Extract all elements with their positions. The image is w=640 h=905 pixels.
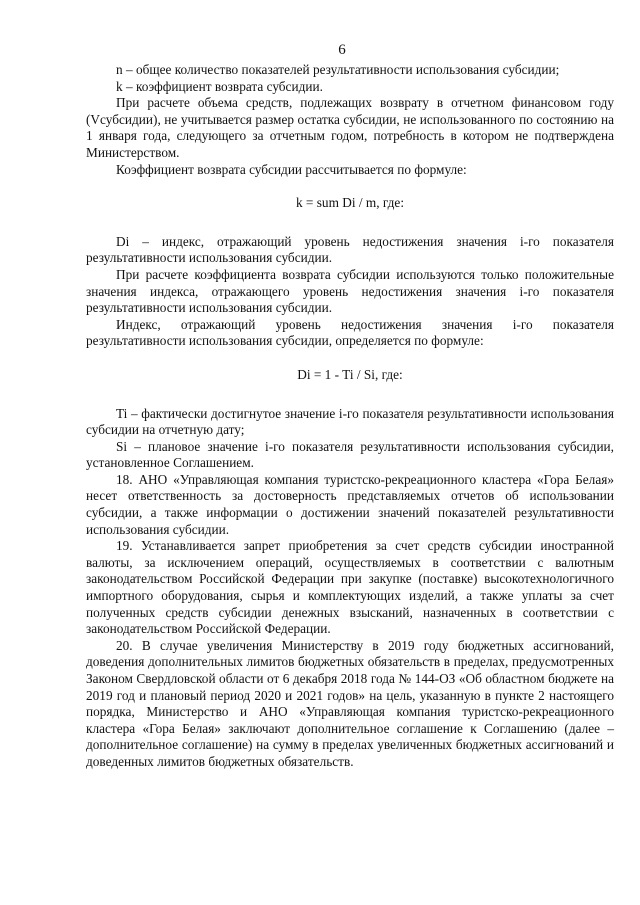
document-body [86, 62, 614, 771]
paragraph-si-definition: Si – плановое значение i-го показателя результативности использования субсидии, установленное Соглашением. [86, 438, 614, 471]
formula-di: Di = 1 - Ti / Si, где: [297, 366, 403, 382]
paragraph-ti-definition: Ti – фактически достигнутое значение i-го показателя результативности использования субсидии на отчетную дату; [86, 405, 614, 438]
paragraph-n-definition: n – общее количество показателей результативности использования субсидии; [116, 62, 560, 77]
paragraph-item-18: 18. АНО «Управляющая компания туристско-рекреационного кластера «Гора Белая» несет ответственность за достоверность представляемых отчетов об использовании субсидии, а также информации о достижении значений показателей результативности использования субсидии. [86, 471, 614, 537]
paragraph-coefficient-intro: Коэффициент возврата субсидии рассчитывается по формуле: [116, 161, 467, 177]
paragraph-index-intro: Индекс, отражающий уровень недостижения значения i-го показателя результативности использования субсидии, определяется по формуле: [86, 316, 614, 349]
paragraph-return-calculation: При расчете объема средств, подлежащих возврату в отчетном финансовом году (Vсубсидии), не учитывается размер остатка субсидии, не использованного по состоянию на 1 января года, следующего за отчетным годом, потребность в котором не подтверждена Министерством. [86, 95, 614, 160]
paragraph-k-definition: k – коэффициент возврата субсидии. [116, 78, 323, 94]
paragraph-item-20: 20. В случае увеличения Министерству в 2019 году бюджетных ассигнований, доведения дополнительных лимитов бюджетных обязательств в пределах, предусмотренных Законом Свердловской области от 6 декабря 2018 года № 144-ОЗ «Об областном бюджете на 2019 год и плановый период 2020 и 2021 годов» на цель, указанную в пункте 2 настоящего порядка, Министерство и АНО «Управляющая компания туристско-рекреационного кластера «Гора Белая» заключают дополнительное соглашение к Соглашению (далее – дополнительное соглашение) на сумму в пределах увеличенных бюджетных ассигнований и доведенных лимитов бюджетных обязательств. [86, 637, 614, 769]
page-number: 6 [338, 42, 346, 58]
paragraph-positive-values: При расчете коэффициента возврата субсидии используются только положительные значения индекса, отражающего уровень недостижения значения i-го показателя результативности использования субсидии. [86, 266, 614, 316]
formula-k: k = sum Di / m, где: [295, 195, 405, 211]
paragraph-di-definition: Di – индекс, отражающий уровень недостижения значения i-го показателя результативности использования субсидии. [86, 233, 614, 266]
paragraph-item-19: 19. Устанавливается запрет приобретения за счет средств субсидии иностранной валюты, за исключением операций, осуществляемых в соответствии с валютным законодательством Российской Федерации при закупке (поставке) высокотехнологичного импортного оборудования, сырья и комплектующих изделий, а также уплаты за счет полученных средств субсидии денежных взысканий, назначенных в соответствии с законодательством Российской Федерации. [86, 538, 614, 637]
